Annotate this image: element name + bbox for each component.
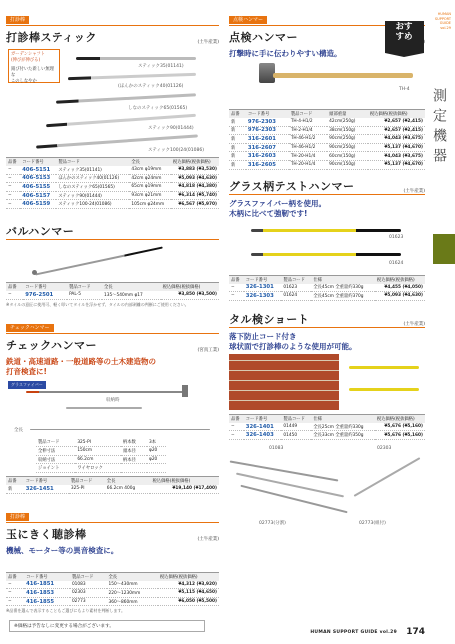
rail-text: SUPPORT <box>434 16 451 21</box>
product-caption: スティック90(01444) <box>148 126 194 131</box>
col-header: 品番 <box>6 572 24 581</box>
section-stethoscope <box>6 503 219 615</box>
product-caption: スティック35(01141) <box>138 64 184 69</box>
product-caption: 02773(分割) <box>259 520 286 526</box>
callout-box <box>8 49 60 83</box>
code-cell: 326-1451 <box>24 485 69 493</box>
col-header: コード番号 <box>24 572 70 581</box>
section-header <box>229 311 425 327</box>
catch-copy: 機械、モーター等の異音検査に。 <box>6 545 119 555</box>
maker-name: (土牛産業) <box>403 321 425 327</box>
cell: TH-20-H1/4 <box>289 152 327 161</box>
cell: 新 <box>229 135 246 144</box>
col-header: 製品コード <box>281 275 311 284</box>
cell: 3本 <box>147 439 166 447</box>
note-text: ※タイルの意匠に使用可、軽く叩いてタイルを浮かせず、タイルの内部剥離の判断にご使用ください。 <box>6 301 189 307</box>
table-row <box>6 485 219 493</box>
cell: 柄本径 <box>121 455 147 464</box>
col-header: 品番 <box>229 110 246 119</box>
rail-guide-label <box>435 12 451 30</box>
stick-image <box>76 57 196 60</box>
col-header: 全長 <box>102 282 161 291</box>
rail-text: HUMAN <box>437 12 451 16</box>
col-header: 製品コード <box>67 282 102 291</box>
cell: 90cm(250g) <box>327 143 368 152</box>
code-cell: 416-1851 <box>24 581 70 589</box>
product-caption: 01083 <box>269 445 284 451</box>
section-tag: 打診棒 <box>6 16 29 24</box>
cell: − <box>229 423 244 431</box>
stethoscope-image <box>230 460 339 481</box>
table-row <box>229 423 425 431</box>
col-header: 製品コード <box>281 414 311 423</box>
col-header: 製品コード <box>56 158 129 167</box>
cell: TH-4-H1/2 <box>289 118 327 126</box>
code-cell: 326-1303 <box>244 292 282 301</box>
cell: 90cm(250g) <box>327 135 368 144</box>
maker-name: (土牛産業) <box>403 188 425 194</box>
price-table <box>6 476 219 494</box>
cell: 収納寸法 <box>36 455 75 464</box>
table-row <box>229 292 425 301</box>
col-header: 仕様 <box>311 275 375 284</box>
catch-copy: 打撃時に手に伝わりやすい構造。 <box>229 49 342 58</box>
cell: φ20 <box>147 455 166 464</box>
catch-line: 球状面で打診棒のような使用が可能。 <box>229 341 357 351</box>
total-length-line <box>30 429 210 430</box>
section-title: 玉にきく聴診棒 <box>6 527 87 541</box>
price-table <box>6 157 219 209</box>
col-header: 税込価格(税抜価格) <box>368 110 425 119</box>
glass-hammer-image <box>251 253 401 256</box>
price-cell: ¥3,850 (¥3,500) <box>161 291 219 299</box>
cell: 66.2cm 400g <box>105 485 151 493</box>
spec-row <box>36 447 166 456</box>
cell: 01623 <box>281 284 311 292</box>
caption-total: 全長 <box>14 427 23 433</box>
section-dashing-stick <box>6 6 219 209</box>
product-caption: 02303 <box>377 445 392 451</box>
price-cell: ¥5,137 (¥4,670) <box>368 160 425 169</box>
cell: TH-2-H1/4 <box>289 126 327 135</box>
cell: 全長33cm 全重量約350g <box>311 431 375 440</box>
callout-line: このしなやか <box>11 79 37 84</box>
table-row <box>6 200 219 209</box>
rail-text: vol.29 <box>440 25 451 30</box>
cell: 65cm φ19mm <box>129 183 171 192</box>
glass-hammer-image <box>251 229 401 232</box>
divider <box>6 333 219 334</box>
cell: スティック90(01444) <box>56 191 129 200</box>
cell: PAL-5 <box>67 291 102 299</box>
table-header <box>6 282 219 291</box>
catch-line: 落下防止コード付き <box>229 331 297 341</box>
col-header: 税込価格(税抜価格) <box>158 572 219 581</box>
price-cell: ¥5,676 (¥5,160) <box>375 423 425 431</box>
cell: ワイヤロック <box>75 464 121 473</box>
col-header: 製品コード <box>69 476 105 485</box>
col-header: 頭部重量 <box>327 110 368 119</box>
cell: 150cm <box>75 447 121 456</box>
cell: 60cm(150g) <box>327 152 368 161</box>
cell: − <box>6 174 20 183</box>
callout-line: (伸びが伸びる) <box>11 58 41 63</box>
maker-name: (土牛産業) <box>197 40 219 45</box>
section-glass-hammer <box>229 178 425 301</box>
product-photo-glass <box>229 219 425 275</box>
table-row <box>229 135 425 144</box>
right-column <box>229 6 425 530</box>
spec-row <box>36 455 166 464</box>
fiber-label: グラスファイバー <box>8 381 46 389</box>
page-number: 174 <box>406 627 425 637</box>
section-tag: チェックハンマー <box>6 324 54 332</box>
product-photo-stethoscope <box>229 446 425 530</box>
product-caption: 02773(組付) <box>359 520 386 526</box>
code-cell: 316-2607 <box>246 143 289 152</box>
cell: 柄本数 <box>121 439 147 447</box>
price-table <box>6 572 219 607</box>
section-tag: 打診棒 <box>6 513 29 521</box>
cell: 360〜860mm <box>107 597 158 606</box>
cell: 01083 <box>70 581 107 589</box>
cell: ジョイント <box>36 464 75 473</box>
price-cell: ¥5,093 (¥4,630) <box>375 292 425 301</box>
cell: − <box>6 581 24 589</box>
catch-line: グラスファイバー柄を使用。 <box>229 198 326 208</box>
table-row <box>6 191 219 200</box>
price-cell: ¥4,312 (¥3,920) <box>158 581 219 589</box>
price-table <box>229 109 425 170</box>
model-caption: TH-4 <box>399 87 410 92</box>
table-header <box>229 414 425 423</box>
price-cell: ¥6,567 (¥5,970) <box>171 200 219 209</box>
table-row <box>6 589 219 598</box>
catch-line: 木柄に比べて強靭です! <box>229 208 308 218</box>
section-header <box>229 178 425 194</box>
col-header: 税込価格(税抜価格) <box>161 282 219 291</box>
cell: 01450 <box>281 431 311 440</box>
price-cell: ¥4,818 (¥4,380) <box>171 183 219 192</box>
divider <box>229 327 425 328</box>
col-header: 品番 <box>6 158 20 167</box>
cell: 38cm(150g) <box>327 126 368 135</box>
badge-line: おす <box>395 22 413 32</box>
table-row <box>6 166 219 174</box>
code-cell: 316-2603 <box>246 152 289 161</box>
cell: 新 <box>229 143 246 152</box>
catch-copy <box>6 357 219 377</box>
spec-row <box>36 464 166 473</box>
price-cell: ¥6,050 (¥5,500) <box>158 597 219 606</box>
ball-tip <box>32 270 37 275</box>
cell: 150〜430mm <box>107 581 158 589</box>
table-row <box>229 143 425 152</box>
cell: 42cm φ24mm <box>129 174 171 183</box>
cell: TH-46-H1/2 <box>289 143 327 152</box>
cell: 新 <box>229 152 246 161</box>
section-header <box>6 526 219 542</box>
code-cell: 406-5151 <box>20 166 56 174</box>
cell: しなのスティック65(01565) <box>56 183 129 192</box>
code-cell: 406-5153 <box>20 174 56 183</box>
product-caption: (ほんかのスティック40(01126) <box>118 84 184 89</box>
cell: 全長25cm 全重量約330g <box>311 423 375 431</box>
table-row <box>6 581 219 589</box>
wooden-handle <box>273 73 413 78</box>
section-tag: 点検ハンマー <box>229 16 267 24</box>
table-row <box>6 183 219 192</box>
cell: 43cm φ19mm <box>129 166 171 174</box>
cell: 01624 <box>281 292 311 301</box>
brick-wall-image <box>229 354 339 410</box>
note-text: ※品番を選んで表示することもご選びにもより素材を判断します。 <box>6 608 126 614</box>
table-header <box>6 476 219 485</box>
col-header: 全長 <box>105 476 151 485</box>
price-cell: ¥4,455 (¥4,050) <box>375 284 425 292</box>
cell: TH-20-H1/4 <box>289 160 327 169</box>
cell: スティック35(01141) <box>56 166 129 174</box>
cell: 135〜540mm φ17 <box>102 291 161 299</box>
cell: 02773 <box>70 597 107 606</box>
cell: 02303 <box>70 589 107 598</box>
col-header: コード番号 <box>244 275 282 284</box>
rail-text: GUIDE <box>439 21 451 25</box>
cell <box>147 464 166 473</box>
table-row <box>6 597 219 606</box>
col-header: 全長 <box>107 572 158 581</box>
cell: − <box>6 183 20 192</box>
price-table <box>229 414 425 440</box>
code-cell: 976-2303 <box>246 118 289 126</box>
divider <box>6 522 219 523</box>
hammer-head <box>182 385 188 397</box>
table-header <box>229 110 425 119</box>
spec-row <box>36 439 166 447</box>
table-row <box>6 174 219 183</box>
cell: 93cm φ21mm <box>129 191 171 200</box>
price-cell: ¥2,657 (¥2,415) <box>368 118 425 126</box>
price-table <box>6 282 219 300</box>
callout-line: 錆び付いた新しい無理な <box>11 67 54 78</box>
col-header: 税込価格(税抜価格) <box>375 275 425 284</box>
cell: − <box>6 597 24 606</box>
price-cell: ¥4,043 (¥3,675) <box>368 135 425 144</box>
recommend-badge-text <box>387 22 421 42</box>
cell: 製品コード <box>36 439 75 447</box>
cell: − <box>6 200 20 209</box>
cell: TH-46-H1/2 <box>289 135 327 144</box>
cell: スティック100-24(01086) <box>56 200 129 209</box>
price-cell: ¥3,883 (¥3,530) <box>171 166 219 174</box>
code-cell: 316-2601 <box>246 135 289 144</box>
cell: φ20 <box>147 447 166 456</box>
table-row <box>229 126 425 135</box>
price-cell: ¥5,093 (¥4,630) <box>171 174 219 183</box>
measuring-tools-icon <box>433 234 455 264</box>
check-hammer-image <box>26 391 186 393</box>
cell: 新 <box>229 118 246 126</box>
cell: 新 <box>229 160 246 169</box>
code-cell: 406-5159 <box>20 200 56 209</box>
section-check-hammer <box>6 314 219 494</box>
table-header <box>229 275 425 284</box>
col-header: 製品コード <box>70 572 107 581</box>
cell: 66.2cm <box>75 455 121 464</box>
table-row <box>229 160 425 169</box>
price-cell: ¥2,657 (¥2,415) <box>368 126 425 135</box>
cell: 01449 <box>281 423 311 431</box>
side-rail <box>429 0 455 644</box>
catch-copy <box>229 199 425 219</box>
col-header: 全長 <box>129 158 171 167</box>
cell: − <box>229 284 244 292</box>
maker-name: (宮真工業) <box>197 347 219 353</box>
section-title: バルハンマー <box>6 224 75 238</box>
col-header: 品番 <box>229 414 244 423</box>
stick-image <box>56 93 196 103</box>
product-caption: 01623 <box>389 234 404 240</box>
badge-line: すめ <box>395 32 413 42</box>
product-photo-ball <box>6 240 219 282</box>
callout-line: ガーデンシャフト <box>11 52 46 57</box>
section-title: 打診棒スティック <box>6 31 97 44</box>
stethoscope-image <box>236 473 344 498</box>
code-cell: 406-5155 <box>20 183 56 192</box>
cell: − <box>6 291 23 299</box>
taru-hammer-image <box>349 388 419 391</box>
section-title: グラス柄テストハンマー <box>229 179 355 193</box>
cell: 325-PI <box>69 485 105 493</box>
code-cell: 326-1403 <box>244 431 282 440</box>
col-header: 税込価格(税抜価格) <box>171 158 219 167</box>
product-photo-check <box>6 377 219 439</box>
section-taru <box>229 311 425 440</box>
col-header: 品番 <box>6 476 24 485</box>
product-caption: 01624 <box>389 260 404 266</box>
section-ball-hammer <box>6 223 219 308</box>
catch-line: 打音検査に! <box>6 366 47 376</box>
cell: − <box>6 191 20 200</box>
spec-table <box>36 439 166 473</box>
table-header <box>6 158 219 167</box>
catch-copy <box>229 332 425 352</box>
cell: 42cm(250g) <box>327 118 368 126</box>
cell: 325-PI <box>75 439 121 447</box>
product-photo-taru <box>229 352 425 414</box>
cell: ほんかのスティック40(01126) <box>56 174 129 183</box>
code-cell: 976-2303 <box>246 126 289 135</box>
code-cell: 406-5157 <box>20 191 56 200</box>
footer-price-note: ※価格は予告なしに変更する場合がございます。 <box>9 620 205 632</box>
col-header: コード番号 <box>246 110 289 119</box>
stick-image <box>68 73 196 80</box>
cell: − <box>6 589 24 598</box>
price-table <box>229 275 425 301</box>
table-row <box>229 431 425 440</box>
table-row <box>229 152 425 161</box>
taru-hammer-image <box>349 366 419 369</box>
product-caption: しなのスティック65(01565) <box>128 106 188 111</box>
price-cell: ¥6,314 (¥5,740) <box>171 191 219 200</box>
section-header <box>6 29 219 45</box>
ball-hammer-image <box>35 246 163 275</box>
cell: − <box>229 292 244 301</box>
col-header: コード番号 <box>244 414 282 423</box>
section-header <box>6 337 219 353</box>
divider <box>6 25 219 26</box>
code-cell: 326-1301 <box>244 284 282 292</box>
price-cell: ¥19,140 (¥17,400) <box>150 485 219 493</box>
section-title: チェックハンマー <box>6 338 98 352</box>
table-header <box>6 572 219 581</box>
product-photo-sticks <box>6 45 219 157</box>
code-cell: 316-2605 <box>246 160 289 169</box>
table-row <box>229 118 425 126</box>
price-cell: ¥5,137 (¥4,670) <box>368 143 425 152</box>
product-caption: スティック100(24(01086) <box>148 148 204 153</box>
col-header: 税込価格(税抜価格) <box>375 414 425 423</box>
code-cell: 976-2501 <box>23 291 67 299</box>
cell: 頭本径 <box>121 447 147 456</box>
maker-name: (土牛産業) <box>197 536 219 542</box>
cell: 90cm(150g) <box>327 160 368 169</box>
code-cell: 326-1401 <box>244 423 282 431</box>
price-cell: ¥5,676 (¥5,160) <box>375 431 425 440</box>
cell: − <box>229 431 244 440</box>
section-header <box>6 223 219 239</box>
col-header: 製品コード <box>289 110 327 119</box>
stethoscope-image <box>240 485 347 514</box>
divider <box>229 194 425 195</box>
stethoscope-image <box>354 457 421 497</box>
col-header: コード番号 <box>24 476 69 485</box>
table-row <box>229 284 425 292</box>
cell: 220〜1230mm <box>107 589 158 598</box>
col-header: 税込価格(税抜価格) <box>150 476 219 485</box>
price-cell: ¥5,115 (¥4,650) <box>158 589 219 598</box>
col-header: 仕様 <box>311 414 375 423</box>
footer-guide: HUMAN SUPPORT GUIDE vol.29 <box>310 630 397 635</box>
col-header: コード番号 <box>20 158 56 167</box>
section-title: タル検ショート <box>229 312 310 326</box>
col-header: コード番号 <box>23 282 67 291</box>
stored-hammer-image <box>66 407 142 409</box>
col-header: 品番 <box>6 282 23 291</box>
cell: − <box>6 166 20 174</box>
cell: 全伸寸法 <box>36 447 75 456</box>
cell: 新 <box>229 126 246 135</box>
product-photo-point <box>229 59 425 109</box>
cell <box>121 464 147 473</box>
cell: 全長45cm 全重量約330g <box>311 284 375 292</box>
col-header: 品番 <box>229 275 244 284</box>
left-column <box>6 6 219 614</box>
catch-line: 鉄道・高速道路・一般道路等の土木建造物の <box>6 356 156 366</box>
price-cell: ¥4,043 (¥3,675) <box>368 152 425 161</box>
cell: 新 <box>6 485 24 493</box>
code-cell: 416-1853 <box>24 589 70 598</box>
caption-stored: 収納時 <box>106 397 120 403</box>
cell: 全長45cm 全重量約370g <box>311 292 375 301</box>
code-cell: 416-1855 <box>24 597 70 606</box>
table-row <box>6 291 219 299</box>
section-title: 点検ハンマー <box>229 31 298 44</box>
cell: 105cm φ24mm <box>129 200 171 209</box>
category-vertical-title: 測定機器 <box>431 88 447 168</box>
